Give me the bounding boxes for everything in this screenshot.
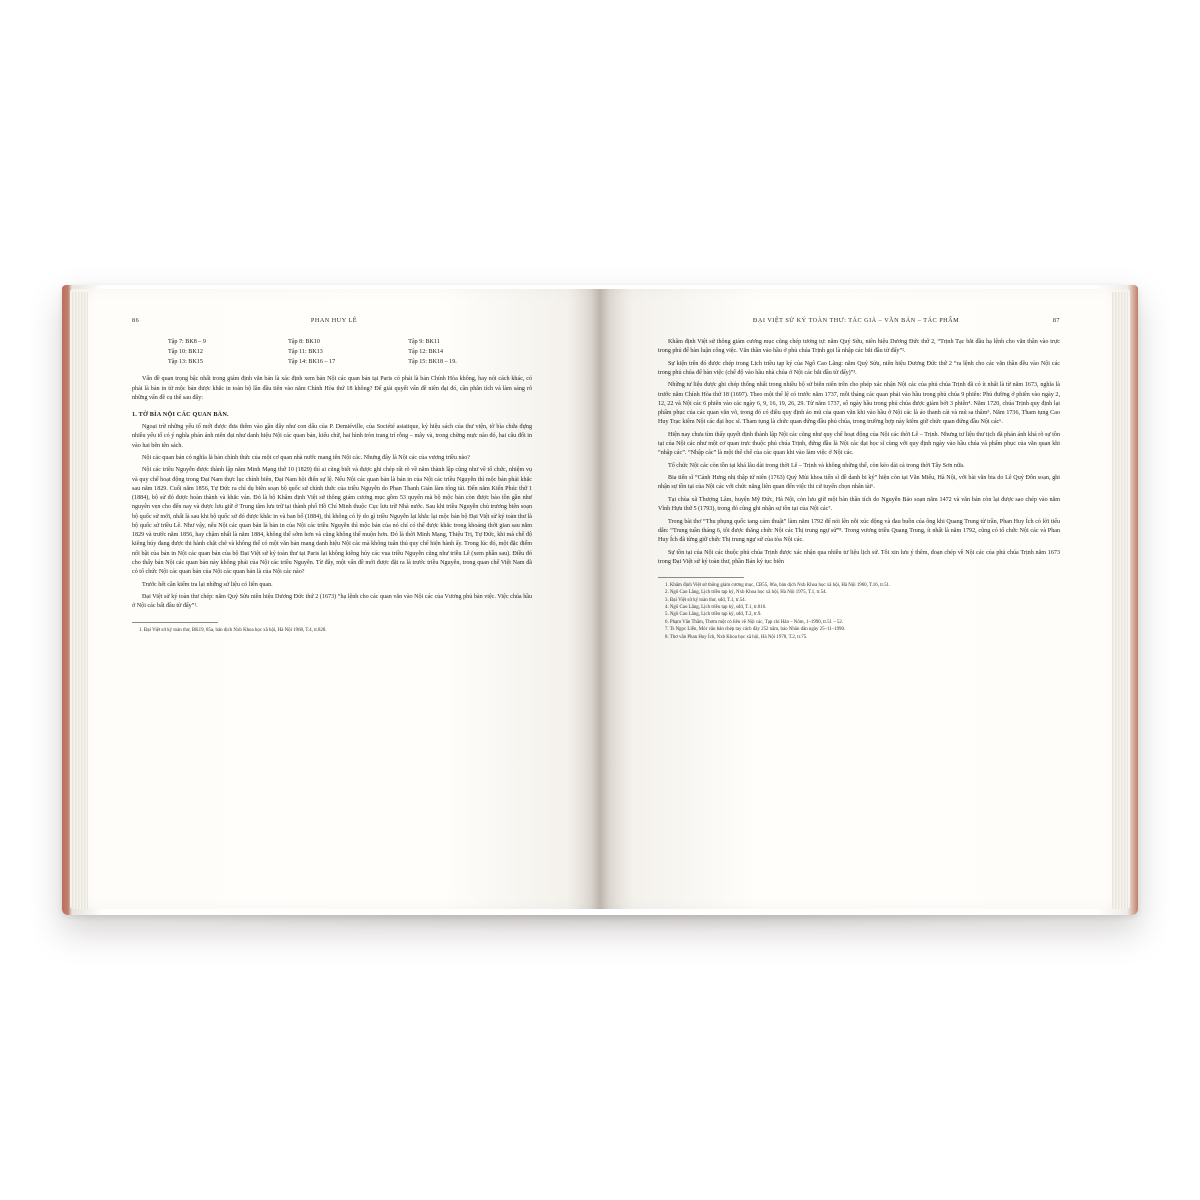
volume-list-row	[132, 348, 532, 358]
footnote-rule	[132, 622, 218, 623]
section-heading: 1. TỜ BÌA NỘI CÁC QUAN BẢN.	[132, 411, 229, 418]
volume-entry: Tập 13: BK15	[168, 358, 203, 365]
footnote-item: 2. Ngô Cao Lãng, Lịch triều tạp ký, Nxb Khoa học xã hội, Hà Nội 1975, T.1, tr.54.	[665, 590, 827, 596]
body-paragraph: Nội các triều Nguyễn được thành lập năm Minh Mạng thứ 10 (1829) thì ai cũng biết và được ghi chép rất rõ về năm thành lập cũng như về tổ chức, nhiệm vụ và quy chế hoạt động trong Đại Nam thực lục chính biên, Đại Nam hội điển sự lệ. Nếu Nội các quan bản là bản in của Nội các triều Nguyễn thì mộc bản phải khắc sau năm 1829. Cuối năm 1856, Tự Đức ra chỉ dụ biên soạn bộ quốc sử chính thức của triều Nguyễn do Phan Thanh Giản làm tổng tài. Đến năm Kiến Phúc thứ 1 (1884), bộ sử đó được hoàn thành và khắc ván. Đó là bộ Khâm định Việt sử thông giám cương mục gồm 53 quyển mà bộ mộc bản còn được bảo tồn gần như nguyên vẹn cho đến nay và được lưu giữ ở Trung tâm lưu trữ tại thành phố Hồ Chí Minh thuộc Cục lưu trữ Nhà nước. Sau khi triều Nguyễn chủ trương biên soạn bộ quốc sử mới, nhất là sau khi bộ quốc sử đó được khắc in và ban bố (1884), thì không có lý do gì triều Nguyễn lại khắc lại mộc bản bộ Đại Việt sử ký toàn thư là bộ quốc sử triều Lê. Như vậy, nếu Nội các quan bản là bản in của Nội các triều Nguyễn thì mộc bản của nó chỉ có thể được khắc trong khoảng thời gian sau năm 1829 và trước năm 1856, hay chậm nhất là năm 1884, không thể sớm hơn và cũng không thể muộn hơn. Đó là thời Minh Mạng, Thiệu Trị, Tự Đức, khi mà chế độ kiêng húy đang được thi hành chặt chẽ và không thể có một văn bản mang danh hiệu Nội các mà không tuân thủ quy chế hiện hành ấy. Trong lúc đó, một đặc điểm nổi bật của bản in Nội các quan bản của bộ Đại Việt sử ký toàn thư tại Paris lại không kiêng húy các vua triều Nguyễn cũng như triều Lê (xem phần sau). Điều đó cho thấy bản Nội các quan bản này không phải của Nội các triều Nguyễn. Từ đây, một vấn đề mới được đặt ra là trước triều Nguyễn, trong quan chế Việt Nam đã có tổ chức Nội các quan bản của Nội các quan bản là của Nội các nào?	[132, 467, 532, 576]
body-paragraph: Khâm định Việt sử thông giám cương mục cũng chép tương tự: năm Quý Sửu, niên hiệu Dương Đức thứ 2, “Trịnh Tạc bắt đầu hạ lệnh cho văn thần vào trực trong phủ để bàn luận công việc. Văn thần vào hầu ở phủ chúa Trịnh gọi là nhập các bắt đầu từ đấy”².	[658, 339, 1060, 355]
body-paragraph: Tổ chức Nội các còn tồn tại khá lâu dài trong thời Lê – Trịnh và không những thế, còn kéo dài cả trong thời Tây Sơn nữa.	[668, 462, 965, 469]
volume-list-row	[132, 358, 532, 368]
body-paragraph: Sự tồn tại của Nội các thuộc phủ chúa Trịnh được xác nhận qua nhiều tư liệu lịch sử. Tôi xin lưu ý thêm, đoạn chép về Nội các của phủ chúa Trịnh năm 1673 trong Đại Việt sử ký toàn thư, phần Bản ký tục biên	[658, 549, 1060, 565]
footnote-item: 1. Khâm định Việt sử thông giám cương mục, CB55, 86a, bản dịch Nxb Khoa học xã hội, Hà Nội 1960, T.16, tr.51.	[665, 583, 891, 588]
footnote-item: 3. Đại Việt sử ký toàn thư, sđd, T.1, tr.54.	[665, 597, 746, 603]
page-right	[600, 289, 1130, 909]
body-paragraph: Vấn đề quan trọng bậc nhất trong giám định văn bản là xác định xem bản Nội các quan bản tại Paris có phải là bản Chính Hòa không, hay nói cách khác, có phải là bản in từ mộc bản được khắc in toàn bộ lần đầu tiên vào năm Chính Hòa thứ 18 không? Để giải quyết vấn đề niên đại đó, cần phân tích và làm sáng rõ những vấn đề cụ thể sau đây:	[132, 376, 532, 401]
volume-entry: Tập 12: BK14	[408, 348, 444, 355]
body-paragraph: Bia tiến sĩ “Cảnh Hưng nhị thập tứ niên (1763) Quý Mùi khoa tiến sĩ đề danh bi ký” hiện còn tại Văn Miếu, Hà Nội, với bài văn bia do Lê Quý Đôn soạn, ghi nhận sự tồn tại của Nội các với chức năng liên quan đến việc thi cử tuyển chọn nhân tài⁶.	[658, 475, 1060, 491]
footnote-item: 7. Ts Ngọc Liễn, Mór văn bản chép tay cách đây 252 năm, báo Nhân dân ngày 25–11–1990.	[665, 627, 846, 633]
page-block	[70, 289, 1130, 909]
body-paragraph: Ngoại trừ những yếu tố mới được đưa thêm vào gần đây như con dấu của P. Demiéville, của Société asiatique, ký hiệu sách của thư viện, tờ bìa chứa đựng nhiều yếu tố có ý nghĩa phản ánh niên đại như danh hiệu Nội các quan bản, kiểu chữ, hai hình tròn trang trí rỗng – mây và, trong chừng mực nào đó, hai câu đối in vào hai bên tên sách.	[132, 424, 532, 449]
folio-right: 87	[1052, 317, 1060, 324]
folio-left: 86	[132, 317, 140, 324]
body-paragraph: Nội các quan bản có nghĩa là bản chính thức của một cơ quan nhà nước mang tên Nội các. Nhưng đây là Nội các của vương triều nào?	[142, 454, 470, 461]
volume-list	[132, 338, 532, 367]
page-left	[70, 289, 600, 909]
body-paragraph: Trong bài thơ “Thu phụng quốc tang cảm thuật” làm năm 1792 để nói lên nỗi xúc động và đau buồn của ông khi Quang Trung từ trần, Phan Huy Ích có lời tiểu dẫn: “Trung tuần tháng 6, tôi được thăng chức Nội các Thị trung ngự sử”⁸. Trong vương triều Quang Trung, ít nhất là năm 1792, cũng có tổ chức Nội các và Phan Huy Ích đã từng giữ chức Thị trung ngự sử của tòa Nội các.	[658, 518, 1060, 544]
footnote-item: 6. Phạm Văn Thắm, Thơm một có liên vẽ Nội các, Tạp chí Hán – Nôm, 1–1990, tr.51 – 52.	[665, 619, 843, 625]
body-paragraph: Tại chùa xã Thượng Lâm, huyện Mỹ Đức, Hà Nội, còn lưu giữ một bản thần tích do Nguyễn Bảo soạn năm 1472 và văn bản còn lại được sao chép vào năm Vĩnh Hựu thứ 5 (1793), trong đó cũng ghi nhận sự tồn tại của Nội các⁷.	[658, 496, 1060, 513]
footnotes-right	[658, 577, 1060, 641]
footnote-item: 5. Ngô Cao Lãng, Lịch triều tạp ký, sđd, T.2, tr.9.	[665, 612, 762, 618]
page-right-content	[658, 317, 1060, 641]
volume-entry: Tập 14: BK16 – 17	[288, 358, 336, 365]
body-paragraph: Hiện nay chưa tìm thấy quyết định thành lập Nội các cũng như quy chế hoạt động của Nội các thời Lê – Trịnh. Nhưng tư liệu thư tịch đã phản ánh khá rõ sự tồn tại của Nội các như một cơ quan trực thuộc phủ chúa Trịnh, đứng đầu là Nội các đại học sĩ cùng với quy định ngày vào hầu chúa và phẩm phục của văn quan khi “nhập các”. “Nhập các” là một thể chế của các quan khi vào làm việc ở Nội các.	[658, 431, 1060, 457]
volume-entry: Tập 7: BK8 – 9	[168, 339, 206, 345]
volume-list-row	[132, 338, 532, 348]
footnote-rule	[658, 577, 744, 578]
page-left-content	[132, 317, 532, 634]
volume-entry: Tập 15: BK18 – 19.	[408, 358, 457, 365]
footnote-item: 1. Đại Việt sử ký toàn thư, BK19, 85a, bản dịch Nxb Khoa học xã hội, Hà Nội 1968, T.4, tr.828.	[139, 627, 327, 633]
volume-entry: Tập 8: BK10	[288, 339, 320, 345]
open-book	[62, 285, 1138, 915]
running-head-left	[132, 317, 532, 324]
running-head-right	[658, 317, 1060, 324]
volume-entry: Tập 10: BK12	[168, 348, 203, 355]
footnotes-left	[132, 622, 532, 634]
running-title-right: ĐẠI VIỆT SỬ KÝ TOÀN THƯ: TÁC GIẢ – VĂN BẢN – TÁC PHẨM	[752, 317, 960, 324]
body-paragraph: Sự kiện trên đó được chép trong Lịch triều tạp ký của Ngô Cao Lãng: năm Quý Sửu, niên hiệu Dương Đức thứ 2 “ra lệnh cho các văn thần đều vào Nội các trong phủ chúa để bàn việc (chế độ vào hầu nhà chúa ở Nội các bắt đầu từ đấy)”³.	[658, 360, 1060, 376]
running-title-left: PHAN HUY LÊ	[310, 317, 358, 324]
volume-entry: Tập 9: BK11	[408, 339, 440, 345]
footnote-item: 4. Ngô Cao Lãng, Lịch triều tạp ký, sđd, T.1, tr.816.	[665, 605, 767, 611]
body-paragraph: Những tư liệu được ghi chép thống nhất trong nhiều bộ sử biên niên trên cho phép xác nhận Nội các của phủ chúa Trịnh đã có ít nhất là từ năm 1673, nghĩa là trước năm Chính Hòa thứ 18 (1697). Theo một thể lệ có trước năm 1737, mỗi tháng các quan phải vào hầu trong phủ chúa 9 phiên: Phủ đường ở phiên vào ngày 2, 12, 22 và Nội các 6 phiên vào các ngày 6, 9, 16, 19, 26, 29. Từ năm 1737, số ngày hầu trong phủ chúa được giảm bớt 3 phiên⁴. Năm 1720, chúa Trịnh quy định lại phẩm phục của các quan văn võ, trong đó có điều quy định áo mũ của quan văn khi vào hầu ở Nội các là áo thanh cát và mũ sa thâm⁵. Năm 1736, Tham tụng Cao Huy Trạc kiêm Nội các đại học sĩ. Tham tụng là chức quan đứng đầu phủ chúa, trong trường hợp này kiêm giữ chức quan đứng đầu Nội các⁶.	[658, 382, 1060, 426]
volume-entry: Tập 11: BK13	[288, 348, 323, 355]
footnote-item: 8. Thơ văn Phan Huy Ích, Nxb Khoa học xã hội, Hà Nội 1978, T.2, tr.75.	[665, 634, 808, 640]
body-paragraph: Trước hết cần kiểm tra lại những sử liệu có liên quan.	[142, 581, 273, 588]
body-paragraph: Đại Việt sử ký toàn thư chép: năm Quý Sửu niên hiệu Dương Đức thứ 2 (1673) “hạ lệnh cho các quan văn vào Nội các của Vương phủ bàn việc. Việc chúa hầu ở Nội các bất đầu từ đấy”¹.	[132, 594, 532, 610]
